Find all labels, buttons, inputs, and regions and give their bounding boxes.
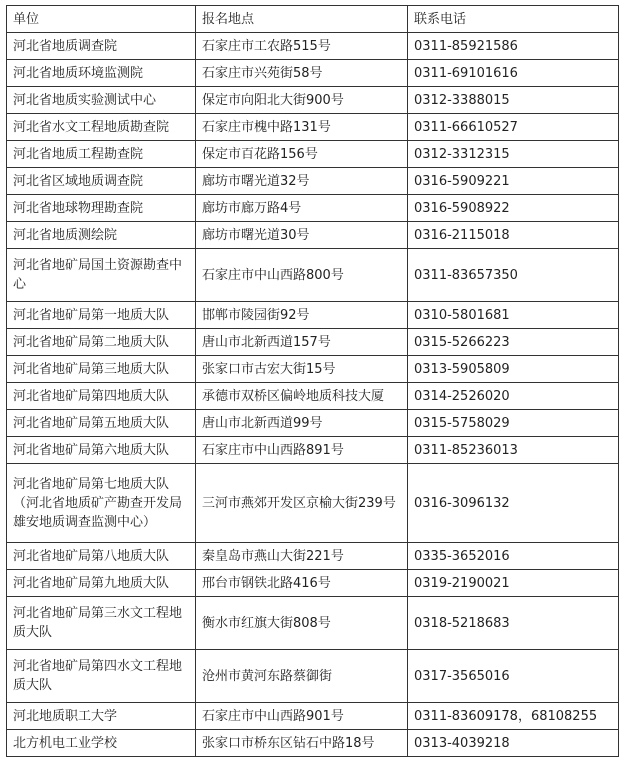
unit-cell: 河北省地矿局第六地质大队	[7, 437, 196, 464]
table-row	[7, 114, 619, 141]
unit-cell: 河北省地质环境监测院	[7, 60, 196, 87]
unit-cell: 河北省地球物理勘查院	[7, 195, 196, 222]
unit-cell: 河北省区域地质调查院	[7, 168, 196, 195]
phone-cell: 0318-5218683	[408, 597, 619, 650]
table-row	[7, 329, 619, 356]
address-cell: 廊坊市曙光道32号	[196, 168, 408, 195]
unit-cell: 河北省地矿局第三地质大队	[7, 356, 196, 383]
address-cell: 石家庄市中山西路800号	[196, 249, 408, 302]
table-row	[7, 570, 619, 597]
table-row	[7, 168, 619, 195]
address-cell: 邯郸市陵园街92号	[196, 302, 408, 329]
address-cell: 保定市百花路156号	[196, 141, 408, 168]
unit-cell: 河北省水文工程地质勘查院	[7, 114, 196, 141]
header-address: 报名地点	[196, 6, 408, 33]
table-row	[7, 222, 619, 249]
phone-cell: 0316-3096132	[408, 464, 619, 543]
header-unit: 单位	[7, 6, 196, 33]
unit-cell: 河北省地矿局第五地质大队	[7, 410, 196, 437]
unit-cell: 河北地质职工大学	[7, 703, 196, 730]
unit-cell: 河北省地矿局第一地质大队	[7, 302, 196, 329]
table-row	[7, 383, 619, 410]
table-row	[7, 302, 619, 329]
table-row	[7, 356, 619, 383]
phone-cell: 0311-85236013	[408, 437, 619, 464]
phone-cell: 0314-2526020	[408, 383, 619, 410]
phone-cell: 0316-2115018	[408, 222, 619, 249]
unit-cell: 河北省地矿局第四水文工程地质大队	[7, 650, 196, 703]
phone-cell: 0311-69101616	[408, 60, 619, 87]
address-cell: 秦皇岛市燕山大街221号	[196, 543, 408, 570]
unit-cell: 河北省地矿局第八地质大队	[7, 543, 196, 570]
address-cell: 石家庄市中山西路891号	[196, 437, 408, 464]
table-row	[7, 597, 619, 650]
table-row	[7, 195, 619, 222]
table-row	[7, 141, 619, 168]
header-phone: 联系电话	[408, 6, 619, 33]
phone-cell: 0312-3312315	[408, 141, 619, 168]
phone-cell: 0315-5266223	[408, 329, 619, 356]
table-row	[7, 543, 619, 570]
phone-cell: 0310-5801681	[408, 302, 619, 329]
unit-cell: 北方机电工业学校	[7, 730, 196, 757]
phone-cell: 0313-4039218	[408, 730, 619, 757]
unit-cell: 河北省地质调查院	[7, 33, 196, 60]
unit-cell: 河北省地矿局第三水文工程地质大队	[7, 597, 196, 650]
table-row	[7, 410, 619, 437]
table-row	[7, 730, 619, 757]
address-cell: 石家庄市兴苑街58号	[196, 60, 408, 87]
phone-cell: 0312-3388015	[408, 87, 619, 114]
unit-cell: 河北省地矿局国土资源勘查中心	[7, 249, 196, 302]
table-row	[7, 650, 619, 703]
address-cell: 廊坊市廊万路4号	[196, 195, 408, 222]
table-body	[7, 33, 619, 757]
table-row	[7, 60, 619, 87]
address-cell: 张家口市古宏大街15号	[196, 356, 408, 383]
table-header-row	[7, 6, 619, 33]
phone-cell: 0319-2190021	[408, 570, 619, 597]
unit-cell: 河北省地矿局第九地质大队	[7, 570, 196, 597]
address-cell: 沧州市黄河东路蔡御街	[196, 650, 408, 703]
unit-cell: 河北省地质测绘院	[7, 222, 196, 249]
phone-cell: 0315-5758029	[408, 410, 619, 437]
address-cell: 廊坊市曙光道30号	[196, 222, 408, 249]
table-row	[7, 87, 619, 114]
address-cell: 石家庄市槐中路131号	[196, 114, 408, 141]
phone-cell: 0311-83609178，68108255	[408, 703, 619, 730]
address-cell: 石家庄市工农路515号	[196, 33, 408, 60]
phone-cell: 0311-83657350	[408, 249, 619, 302]
phone-cell: 0316-5908922	[408, 195, 619, 222]
unit-cell: 河北省地矿局第四地质大队	[7, 383, 196, 410]
address-cell: 唐山市北新西道157号	[196, 329, 408, 356]
address-cell: 三河市燕郊开发区京榆大街239号	[196, 464, 408, 543]
address-cell: 保定市向阳北大街900号	[196, 87, 408, 114]
unit-cell: 河北省地质实验测试中心	[7, 87, 196, 114]
address-cell: 唐山市北新西道99号	[196, 410, 408, 437]
address-cell: 衡水市红旗大街808号	[196, 597, 408, 650]
table-row	[7, 249, 619, 302]
table-row	[7, 703, 619, 730]
table-row	[7, 437, 619, 464]
phone-cell: 0317-3565016	[408, 650, 619, 703]
phone-cell: 0313-5905809	[408, 356, 619, 383]
contact-table	[6, 5, 619, 757]
phone-cell: 0311-85921586	[408, 33, 619, 60]
phone-cell: 0316-5909221	[408, 168, 619, 195]
address-cell: 邢台市钢铁北路416号	[196, 570, 408, 597]
unit-cell: 河北省地矿局第二地质大队	[7, 329, 196, 356]
address-cell: 石家庄市中山西路901号	[196, 703, 408, 730]
unit-cell: 河北省地质工程勘查院	[7, 141, 196, 168]
address-cell: 张家口市桥东区钻石中路18号	[196, 730, 408, 757]
phone-cell: 0311-66610527	[408, 114, 619, 141]
table-row	[7, 33, 619, 60]
phone-cell: 0335-3652016	[408, 543, 619, 570]
address-cell: 承德市双桥区偏岭地质科技大厦	[196, 383, 408, 410]
unit-cell: 河北省地矿局第七地质大队（河北省地质矿产勘查开发局雄安地质调查监测中心）	[7, 464, 196, 543]
table-row	[7, 464, 619, 543]
